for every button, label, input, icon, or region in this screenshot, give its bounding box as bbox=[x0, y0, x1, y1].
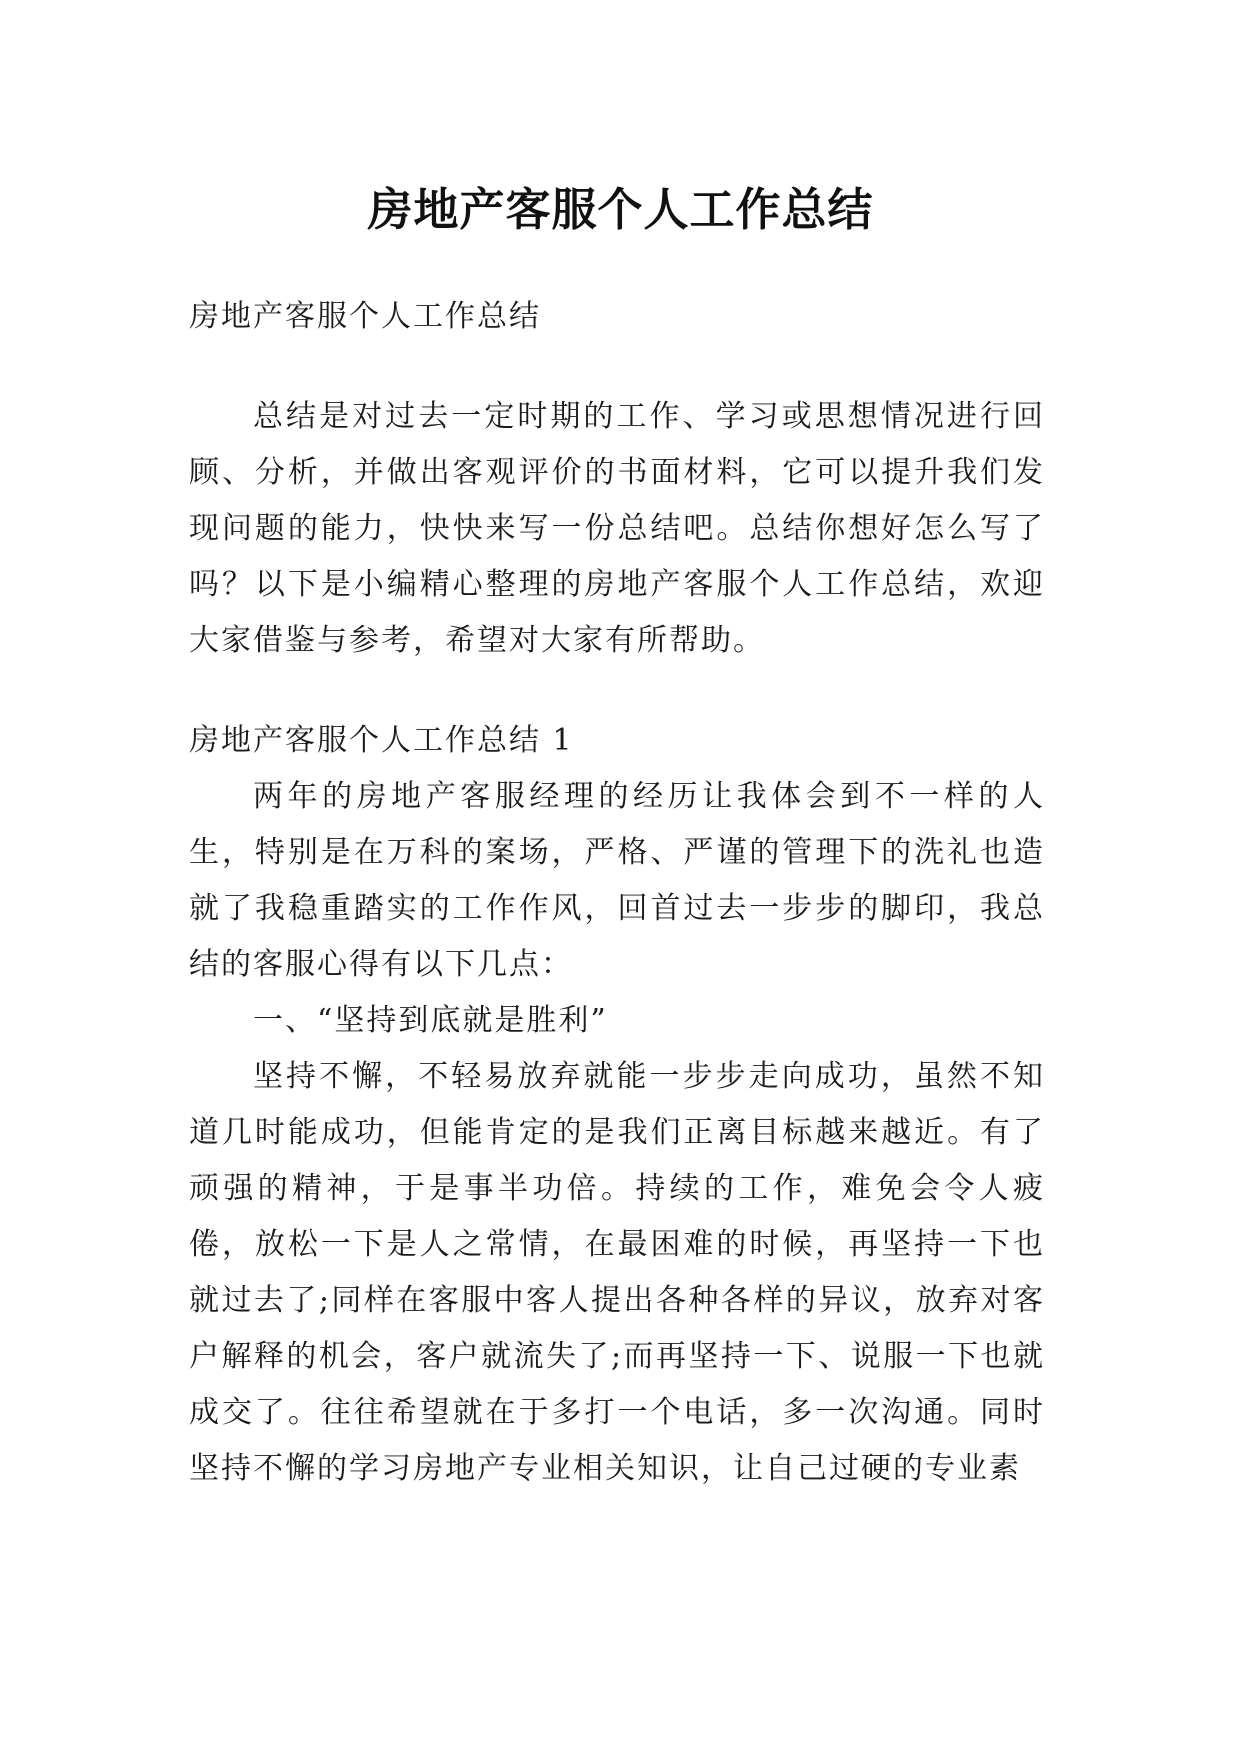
section-title: 房地产客服个人工作总结 1 bbox=[189, 723, 574, 758]
document-title: 房地产客服个人工作总结 bbox=[367, 183, 874, 237]
spacer bbox=[189, 345, 1045, 389]
intro-paragraph: 总结是对过去一定时期的工作、学习或思想情况进行回顾、分析，并做出客观评价的书面材料，它可以提升我们发现问题的能力，快快来写一份总结吧。总结你想好怎么写了吗？以下是小编精心整理的房地产客服个人工作总结，欢迎大家借鉴与参考，希望对大家有所帮助。 bbox=[189, 399, 1045, 658]
section-paragraph: 坚持不懈，不轻易放弃就能一步步走向成功，虽然不知道几时能成功，但能肯定的是我们正离目标越来越近。有了顽强的精神，于是事半功倍。持续的工作，难免会令人疲倦，放松一下是人之常情，在最困难的时候，再坚持一下也就过去了;同样在客服中客人提出各种各样的异议，放弃对客户解释的机会，客户就流失了;而再坚持一下、说服一下也就成交了。往往希望就在于多打一个电话，多一次沟通。同时坚持不懈的学习房地产专业相关知识，让自己过硬的专业素 bbox=[189, 1059, 1045, 1486]
section-paragraph: 两年的房地产客服经理的经历让我体会到不一样的人生，特别是在万科的案场，严格、严谨的管理下的洗礼也造就了我稳重踏实的工作作风，回首过去一步步的脚印，我总结的客服心得有以下几点： bbox=[189, 779, 1045, 982]
point-heading: 一、“坚持到底就是胜利” bbox=[253, 1003, 608, 1038]
spacer bbox=[189, 669, 1045, 713]
document-body bbox=[189, 289, 1045, 1497]
document-subtitle: 房地产客服个人工作总结 bbox=[189, 299, 541, 334]
